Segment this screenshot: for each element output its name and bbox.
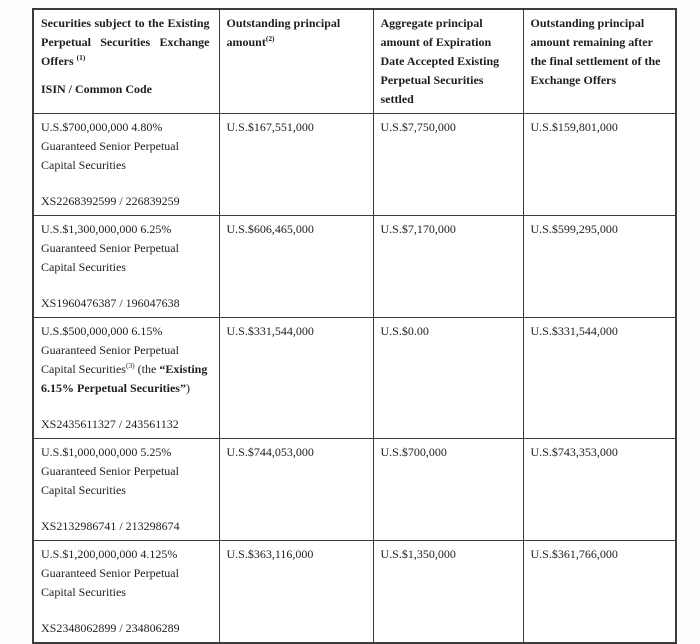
- table-row: [33, 439, 676, 541]
- amount-value: U.S.$331,544,000: [226, 324, 314, 338]
- remaining-amount-cell: [523, 439, 676, 541]
- col-header-remaining-title: Outstanding principal amount remaining after the final settlement of the Exchange Offers: [530, 16, 661, 87]
- footnote-1-marker: (1): [76, 53, 86, 62]
- security-isin-common-code: XS2132986741 / 213298674: [41, 519, 180, 533]
- security-cell: [33, 541, 219, 644]
- security-isin-common-code: XS2348062899 / 234806289: [41, 621, 180, 635]
- amount-value: U.S.$700,000: [380, 445, 447, 459]
- table-row: [33, 541, 676, 644]
- security-cell: [33, 439, 219, 541]
- amount-value: U.S.$7,170,000: [380, 222, 456, 236]
- col-header-securities: [33, 9, 219, 114]
- col-header-outstanding-amount: [219, 9, 373, 114]
- col-header-remaining-amount: [523, 9, 676, 114]
- amount-value: U.S.$606,465,000: [226, 222, 314, 236]
- security-description: U.S.$700,000,000 4.80% Guaranteed Senior Perpetual Capital Securities: [41, 120, 179, 172]
- accepted-amount-cell: [373, 541, 523, 644]
- amount-value: U.S.$361,766,000: [530, 547, 618, 561]
- security-cell: [33, 114, 219, 216]
- accepted-amount-cell: [373, 216, 523, 318]
- col-header-isin-subtitle: ISIN / Common Code: [41, 82, 153, 96]
- table-row: [33, 114, 676, 216]
- security-isin-common-code: XS2268392599 / 226839259: [41, 194, 180, 208]
- amount-value: U.S.$1,350,000: [380, 547, 456, 561]
- amount-value: U.S.$331,544,000: [530, 324, 618, 338]
- amount-value: U.S.$167,551,000: [226, 120, 314, 134]
- remaining-amount-cell: [523, 541, 676, 644]
- header-row: [33, 9, 676, 114]
- accepted-amount-cell: [373, 114, 523, 216]
- outstanding-amount-cell: [219, 114, 373, 216]
- securities-exchange-table: [32, 8, 677, 644]
- remaining-amount-cell: [523, 318, 676, 439]
- security-cell: [33, 318, 219, 439]
- table-header: [33, 9, 676, 114]
- security-description: U.S.$1,200,000,000 4.125% Guaranteed Senior Perpetual Capital Securities: [41, 547, 179, 599]
- outstanding-amount-cell: [219, 318, 373, 439]
- security-description: U.S.$1,300,000,000 6.25% Guaranteed Senior Perpetual Capital Securities: [41, 222, 179, 274]
- amount-value: U.S.$7,750,000: [380, 120, 456, 134]
- amount-value: U.S.$599,295,000: [530, 222, 618, 236]
- accepted-amount-cell: [373, 439, 523, 541]
- outstanding-amount-cell: [219, 216, 373, 318]
- outstanding-amount-cell: [219, 439, 373, 541]
- remaining-amount-cell: [523, 114, 676, 216]
- amount-value: U.S.$363,116,000: [226, 547, 314, 561]
- table-row: [33, 318, 676, 439]
- amount-value: U.S.$0.00: [380, 324, 429, 338]
- security-description: U.S.$500,000,000 6.15% Guaranteed Senior Perpetual Capital Securities$^{(3)}$ (the “Existing 6.15% Perpetual Securities”): [41, 324, 208, 395]
- col-header-securities-title: Securities subject to the Existing Perpetual Securities Exchange Offers $^{(1)}$: [41, 16, 210, 68]
- security-isin-common-code: XS2435611327 / 243561132: [41, 417, 179, 431]
- accepted-amount-cell: [373, 318, 523, 439]
- col-header-outstanding-title: Outstanding principal amount$^{(2)}$: [226, 16, 341, 49]
- outstanding-amount-cell: [219, 541, 373, 644]
- security-isin-common-code: XS1960476387 / 196047638: [41, 296, 180, 310]
- security-description: U.S.$1,000,000,000 5.25% Guaranteed Senior Perpetual Capital Securities: [41, 445, 179, 497]
- col-header-accepted-title: Aggregate principal amount of Expiration Date Accepted Existing Perpetual Securities settled: [380, 16, 500, 106]
- footnote-2-marker: (2): [265, 34, 275, 43]
- security-cell: [33, 216, 219, 318]
- amount-value: U.S.$744,053,000: [226, 445, 314, 459]
- amount-value: U.S.$743,353,000: [530, 445, 618, 459]
- remaining-amount-cell: [523, 216, 676, 318]
- table-body: [33, 114, 676, 644]
- amount-value: U.S.$159,801,000: [530, 120, 618, 134]
- table-row: [33, 216, 676, 318]
- col-header-accepted-amount: [373, 9, 523, 114]
